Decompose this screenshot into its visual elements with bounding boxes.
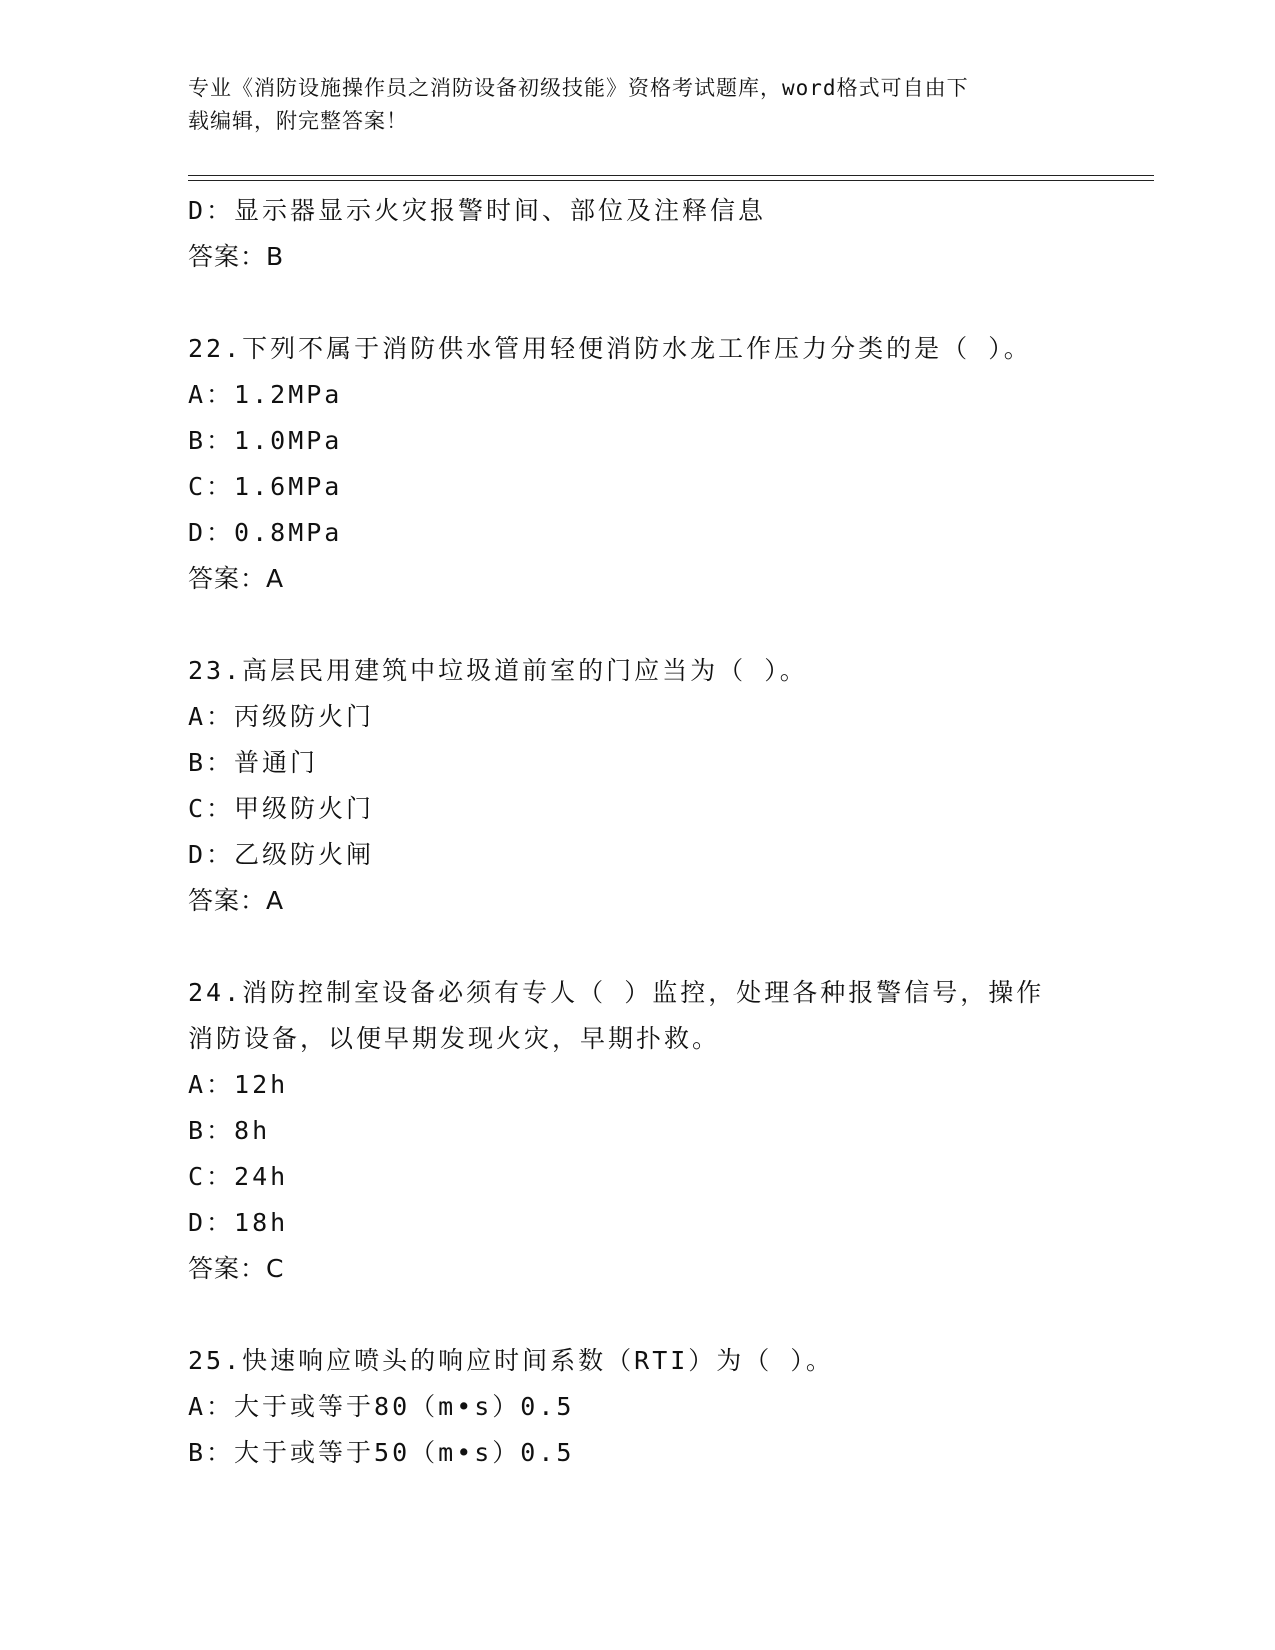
answer-line: 答案：B — [188, 242, 285, 271]
header-line-2: 载编辑，附完整答案！ — [188, 109, 408, 133]
question-22 — [188, 326, 1088, 602]
option-d: D：显示器显示火灾报警时间、部位及注释信息 — [188, 196, 767, 225]
option-a: A：丙级防火门 — [188, 702, 375, 731]
question-24 — [188, 970, 1088, 1292]
option-a: A：1.2MPa — [188, 380, 343, 409]
header-divider-bottom — [188, 180, 1154, 181]
option-d: D：乙级防火闸 — [188, 840, 375, 869]
question-list — [188, 188, 1088, 1476]
option-b: B：大于或等于50（m•s）0.5 — [188, 1438, 575, 1467]
question-23 — [188, 648, 1088, 924]
answer-line: 答案：A — [188, 564, 285, 593]
option-a: A：大于或等于80（m•s）0.5 — [188, 1392, 575, 1421]
option-a: A：12h — [188, 1070, 289, 1099]
option-d: D：0.8MPa — [188, 518, 343, 547]
document-header — [188, 72, 1078, 138]
option-d: D：18h — [188, 1208, 289, 1237]
question-stem: 23.高层民用建筑中垃圾道前室的门应当为（ ）。 — [188, 656, 808, 685]
question-stem: 22.下列不属于消防供水管用轻便消防水龙工作压力分类的是（ ）。 — [188, 334, 1032, 363]
header-divider-top — [188, 175, 1154, 176]
question-stem-line-2: 消防设备，以便早期发现火灾，早期扑救。 — [188, 1024, 721, 1053]
answer-line: 答案：A — [188, 886, 285, 915]
header-line-1: 专业《消防设施操作员之消防设备初级技能》资格考试题库，word格式可自由下 — [188, 76, 969, 100]
previous-question-tail — [188, 188, 1088, 280]
option-b: B：8h — [188, 1116, 271, 1145]
option-c: C：甲级防火门 — [188, 794, 375, 823]
question-stem-line-1: 24.消防控制室设备必须有专人（ ）监控，处理各种报警信号，操作 — [188, 978, 1045, 1007]
option-b: B：1.0MPa — [188, 426, 343, 455]
answer-line: 答案：C — [188, 1254, 285, 1283]
option-c: C：24h — [188, 1162, 289, 1191]
question-25 — [188, 1338, 1088, 1476]
question-stem: 25.快速响应喷头的响应时间系数（RTI）为（ ）。 — [188, 1346, 834, 1375]
option-b: B：普通门 — [188, 748, 319, 777]
option-c: C：1.6MPa — [188, 472, 343, 501]
